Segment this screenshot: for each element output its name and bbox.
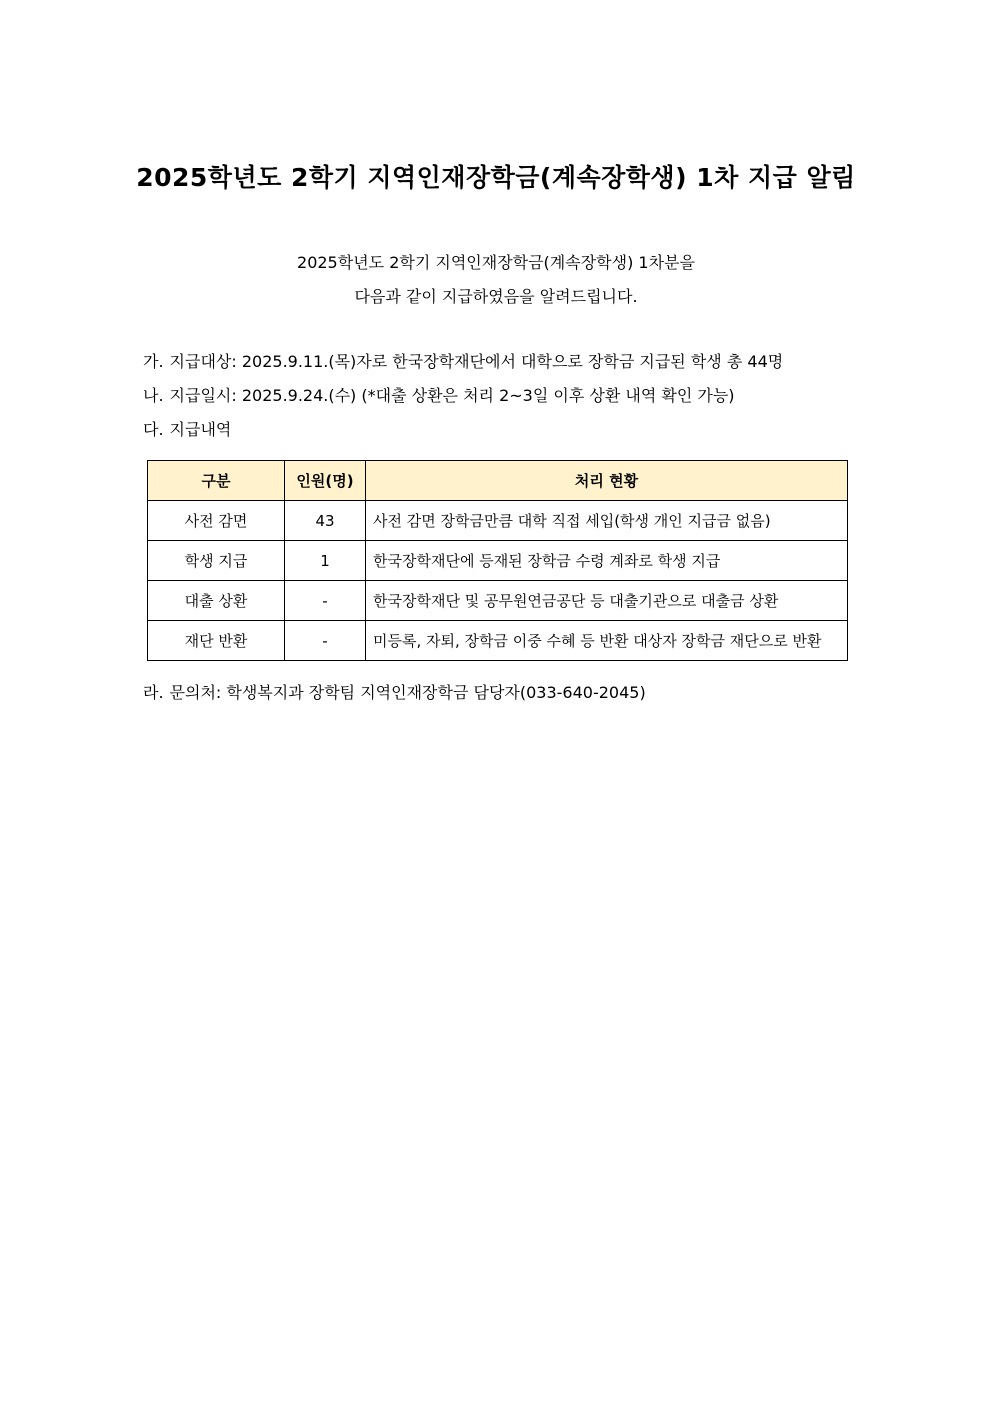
table-row: [148, 501, 848, 541]
row-count: 43: [285, 501, 366, 541]
item-marker: 라.: [143, 683, 164, 702]
intro-line-2: 다음과 같이 지급하였음을 알려드립니다.: [354, 287, 638, 306]
item-marker: 다.: [143, 420, 164, 439]
item-text: 지급대상: 2025.9.11.(목)자로 한국장학재단에서 대학으로 장학금 지급된 학생 총 44명: [169, 352, 784, 371]
payment-details-table: [147, 460, 848, 661]
row-status: 사전 감면 장학금만큼 대학 직접 세입(학생 개인 지급금 없음): [366, 501, 848, 541]
row-category: 대출 상환: [148, 581, 285, 621]
intro-line-1: 2025학년도 2학기 지역인재장학금(계속장학생) 1차분을: [297, 253, 695, 272]
row-status: 미등록, 자퇴, 장학금 이중 수혜 등 반환 대상자 장학금 재단으로 반환: [366, 621, 848, 661]
document-title: 2025학년도 2학기 지역인재장학금(계속장학생) 1차 지급 알림: [136, 163, 856, 192]
table-header-row: [148, 461, 848, 501]
table-row: [148, 621, 848, 661]
table-row: [148, 541, 848, 581]
row-status: 한국장학재단에 등재된 장학금 수령 계좌로 학생 지급: [366, 541, 848, 581]
table-row: [148, 581, 848, 621]
item-payment-date: [143, 385, 735, 407]
row-count: -: [285, 621, 366, 661]
item-text: 지급내역: [169, 420, 232, 439]
row-category: 사전 감면: [148, 501, 285, 541]
item-payment-details: [143, 419, 231, 441]
row-status: 한국장학재단 및 공무원연금공단 등 대출기관으로 대출금 상환: [366, 581, 848, 621]
item-contact: [143, 682, 646, 704]
item-marker: 나.: [143, 386, 164, 405]
row-category: 재단 반환: [148, 621, 285, 661]
item-marker: 가.: [143, 352, 164, 371]
row-count: 1: [285, 541, 366, 581]
item-text: 문의처: 학생복지과 장학팀 지역인재장학금 담당자(033-640-2045): [169, 683, 646, 702]
row-category: 학생 지급: [148, 541, 285, 581]
header-status: 처리 현황: [366, 461, 848, 501]
header-category: 구분: [148, 461, 285, 501]
item-text: 지급일시: 2025.9.24.(수) (*대출 상환은 처리 2~3일 이후 상환 내역 확인 가능): [169, 386, 735, 405]
header-count: 인원(명): [285, 461, 366, 501]
row-count: -: [285, 581, 366, 621]
item-payment-target: [143, 351, 783, 373]
